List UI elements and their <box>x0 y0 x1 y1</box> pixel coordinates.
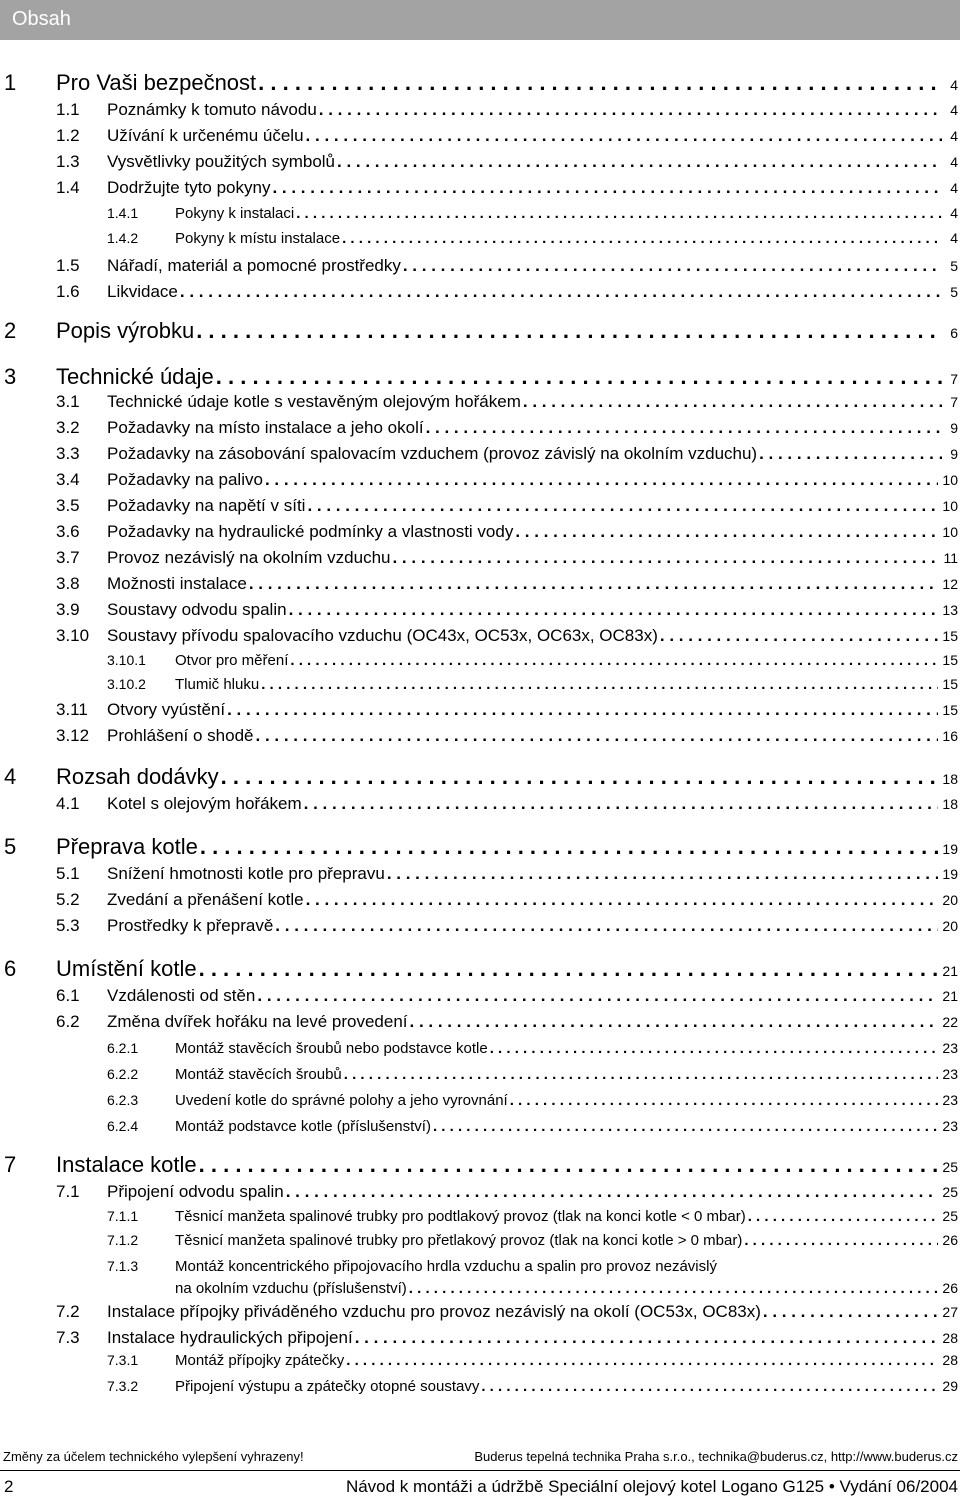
toc-entry-page: 21 <box>942 963 958 979</box>
toc-entry-5-3[interactable] <box>0 916 960 936</box>
toc-entry-number: 3.7 <box>56 548 80 567</box>
toc-entry-page: 4 <box>950 154 958 170</box>
toc-dot-leader <box>387 864 939 884</box>
toc-entry-number: 6.1 <box>56 986 80 1005</box>
toc-entry-page: 18 <box>942 771 958 787</box>
toc-dot-leader <box>180 282 942 302</box>
toc-entry-7-1-3[interactable] <box>0 1258 960 1275</box>
toc-entry-4[interactable] <box>0 764 960 790</box>
toc-entry-3-9[interactable] <box>0 600 960 620</box>
toc-entry-title: Otvor pro měření <box>175 652 289 669</box>
toc-entry-7[interactable] <box>0 1152 960 1178</box>
toc-entry-page: 25 <box>942 1184 958 1200</box>
toc-entry-title: Prohlášení o shodě <box>107 726 254 745</box>
toc-entry-title: Těsnicí manžeta spalinové trubky pro podtlakový provoz (tlak na konci kotle < 0 mbar) <box>175 1208 746 1225</box>
toc-entry-title: Montáž podstavce kotle (příslušenství) <box>175 1118 431 1135</box>
toc-entry-title: Změna dvířek hořáku na levé provedení <box>107 1012 408 1031</box>
toc-entry-number: 3.10.2 <box>107 676 146 692</box>
toc-entry-number: 1.3 <box>56 152 80 171</box>
toc-entry-3-12[interactable] <box>0 726 960 746</box>
toc-dot-leader <box>304 794 939 814</box>
toc-entry-number: 3.2 <box>56 418 80 437</box>
toc-dot-leader <box>433 1118 938 1135</box>
toc-entry-6-1[interactable] <box>0 986 960 1006</box>
toc-entry-number: 3.6 <box>56 522 80 541</box>
toc-dot-leader <box>481 1378 938 1395</box>
toc-entry-5-2[interactable] <box>0 890 960 910</box>
toc-entry-6[interactable] <box>0 956 960 982</box>
toc-entry-title: Kotel s olejovým hořákem <box>107 794 302 813</box>
toc-entry-1[interactable] <box>0 70 960 96</box>
toc-entry-number: 3.9 <box>56 600 80 619</box>
toc-dot-leader <box>256 726 939 746</box>
toc-entry-number: 6.2.4 <box>107 1118 139 1134</box>
toc-entry-title: Připojení výstupu a zpátečky otopné soustavy <box>175 1378 480 1395</box>
toc-entry-page: 23 <box>942 1092 958 1108</box>
toc-entry-title: Umístění kotle <box>56 956 197 981</box>
toc-entry-1-4[interactable] <box>0 178 960 198</box>
toc-entry-title: Soustavy přívodu spalovacího vzduchu (OC43x, OC53x, OC63x, OC83x) <box>107 626 658 645</box>
toc-entry-title: Instalace přípojky přiváděného vzduchu pro provoz nezávislý na okolí (OC53x, OC83x) <box>107 1302 761 1321</box>
toc-entry-page: 19 <box>942 841 958 857</box>
toc-entry-title: Požadavky na místo instalace a jeho okolí <box>107 418 424 437</box>
toc-entry-page: 11 <box>943 550 958 566</box>
toc-entry-page: 10 <box>942 498 958 514</box>
toc-entry-1-5[interactable] <box>0 256 960 276</box>
toc-entry-1-1[interactable] <box>0 100 960 120</box>
toc-entry-1-3[interactable] <box>0 152 960 172</box>
toc-entry-continuation[interactable] <box>0 1280 960 1297</box>
toc-dot-leader <box>199 956 939 982</box>
toc-entry-number: 4.1 <box>56 794 80 813</box>
toc-entry-title: Požadavky na palivo <box>107 470 263 489</box>
toc-entry-page: 28 <box>942 1352 958 1368</box>
toc-entry-title: Pokyny k instalaci <box>175 205 295 222</box>
toc-entry-number: 1.5 <box>56 256 80 275</box>
toc-entry-number: 6.2.2 <box>107 1066 139 1082</box>
toc-entry-3-3[interactable] <box>0 444 960 464</box>
toc-entry-title: Požadavky na hydraulické podmínky a vlastnosti vody <box>107 522 514 541</box>
toc-dot-leader <box>227 700 938 720</box>
toc-entry-number: 5.3 <box>56 916 80 935</box>
toc-entry-number: 7.1.2 <box>107 1232 139 1248</box>
toc-dot-leader <box>660 626 939 646</box>
toc-entry-number: 7.2 <box>56 1302 80 1321</box>
toc-entry-title: Popis výrobku <box>56 318 195 343</box>
toc-entry-title: Tlumič hluku <box>175 676 260 693</box>
toc-entry-page: 5 <box>950 258 958 274</box>
footer-company: Buderus tepelná technika Praha s.r.o., technika@buderus.cz, http://www.buderus.cz <box>474 1449 958 1464</box>
toc-entry-page: 21 <box>942 988 958 1004</box>
toc-entry-page: 15 <box>942 702 958 718</box>
toc-entry-number: 1.4 <box>56 178 80 197</box>
toc-dot-leader <box>410 1012 939 1032</box>
toc-dot-leader <box>337 152 942 172</box>
toc-entry-page: 22 <box>942 1014 958 1030</box>
toc-entry-number: 1.1 <box>56 100 80 119</box>
toc-dot-leader <box>296 205 942 222</box>
toc-entry-number: 3.10.1 <box>107 652 146 668</box>
toc-entry-number: 7.3 <box>56 1328 80 1347</box>
toc-entry-page: 19 <box>942 866 958 882</box>
toc-entry-page: 12 <box>942 576 958 592</box>
toc-entry-number: 7.3.1 <box>107 1352 139 1368</box>
toc-entry-title: Technické údaje <box>56 364 214 389</box>
toc-dot-leader <box>216 364 942 390</box>
footer-page-number: 2 <box>4 1477 14 1496</box>
toc-entry-title: Užívání k určenému účelu <box>107 126 304 145</box>
toc-entry-title: Zvedání a přenášení kotle <box>107 890 304 909</box>
toc-entry-number: 7.1 <box>56 1182 80 1201</box>
toc-entry-3[interactable] <box>0 364 960 390</box>
toc-entry-page: 25 <box>942 1159 958 1175</box>
toc-entry-number: 3.3 <box>56 444 80 463</box>
toc-entry-page: 4 <box>950 128 958 144</box>
toc-entry-title: Technické údaje kotle s vestavěným olejovým hořákem <box>107 392 521 411</box>
toc-dot-leader <box>748 1208 939 1225</box>
toc-dot-leader <box>275 916 938 936</box>
toc-entry-number: 4 <box>4 764 17 789</box>
toc-entry-page: 4 <box>950 230 958 246</box>
toc-dot-leader <box>759 444 942 464</box>
toc-entry-title: Montáž přípojky zpátečky <box>175 1352 345 1369</box>
toc-entry-title: Soustavy odvodu spalin <box>107 600 287 619</box>
toc-dot-leader <box>199 1152 939 1178</box>
toc-entry-title: Uvedení kotle do správné polohy a jeho vyrovnání <box>175 1092 508 1109</box>
toc-entry-3-6[interactable] <box>0 522 960 542</box>
toc-entry-page: 27 <box>942 1304 958 1320</box>
toc-entry-page: 9 <box>950 420 958 436</box>
toc-entry-6-2-3[interactable] <box>0 1092 960 1109</box>
toc-entry-title: Vzdálenosti od stěn <box>107 986 256 1005</box>
toc-entry-page: 20 <box>942 892 958 908</box>
toc-entry-number: 1.4.2 <box>107 230 139 246</box>
toc-entry-7-3-1[interactable] <box>0 1352 960 1369</box>
toc-entry-title: Dodržujte tyto pokyny <box>107 178 271 197</box>
toc-dot-leader <box>523 392 942 412</box>
toc-entry-2[interactable] <box>0 318 960 344</box>
toc-entry-title: Montáž stavěcích šroubů nebo podstavce kotle <box>175 1040 488 1057</box>
toc-entry-1-4-2[interactable] <box>0 230 960 247</box>
toc-entry-title: Přeprava kotle <box>56 834 198 859</box>
toc-entry-number: 1.4.1 <box>107 205 139 221</box>
toc-entry-title: Možnosti instalace <box>107 574 247 593</box>
toc-dot-leader <box>763 1302 939 1322</box>
footer-divider <box>0 1470 960 1471</box>
toc-entry-title: Otvory vyústění <box>107 700 226 719</box>
toc-dot-leader <box>392 548 939 568</box>
toc-entry-page: 23 <box>942 1066 958 1082</box>
toc-entry-title: Montáž stavěcích šroubů <box>175 1066 342 1083</box>
toc-entry-number: 7.3.2 <box>107 1378 139 1394</box>
toc-entry-title: na okolním vzduchu (příslušenství) <box>175 1280 407 1297</box>
toc-entry-number: 6.2 <box>56 1012 80 1031</box>
toc-entry-7-3[interactable] <box>0 1328 960 1348</box>
toc-entry-page: 9 <box>950 446 958 462</box>
toc-entry-title: Rozsah dodávky <box>56 764 219 789</box>
toc-entry-title: Provoz nezávislý na okolním vzduchu <box>107 548 391 567</box>
toc-dot-leader <box>307 496 938 516</box>
toc-entry-5[interactable] <box>0 834 960 860</box>
toc-entry-1-2[interactable] <box>0 126 960 146</box>
toc-entry-number: 5.1 <box>56 864 80 883</box>
toc-entry-3-7[interactable] <box>0 548 960 568</box>
toc-entry-title: Vysvětlivky použitých symbolů <box>107 152 336 171</box>
toc-dot-leader <box>306 890 939 910</box>
toc-dot-leader <box>286 1182 939 1202</box>
toc-entry-page: 4 <box>950 77 958 93</box>
toc-entry-title: Těsnicí manžeta spalinové trubky pro přetlakový provoz (tlak na konci kotle > 0 mbar) <box>175 1232 743 1249</box>
toc-entry-number: 3 <box>4 364 17 389</box>
toc-dot-leader <box>744 1232 938 1249</box>
toc-entry-3-5[interactable] <box>0 496 960 516</box>
section-header-bar <box>0 0 960 40</box>
toc-entry-title: Montáž koncentrického připojovacího hrdla vzduchu a spalin pro provoz nezávislý <box>175 1258 717 1275</box>
toc-entry-number: 7.1.3 <box>107 1258 139 1274</box>
toc-entry-7-2[interactable] <box>0 1302 960 1322</box>
toc-dot-leader <box>290 652 938 669</box>
toc-dot-leader <box>409 1280 939 1297</box>
toc-dot-leader <box>257 986 938 1006</box>
toc-entry-3-1[interactable] <box>0 392 960 412</box>
toc-entry-page: 23 <box>942 1040 958 1056</box>
toc-entry-3-2[interactable] <box>0 418 960 438</box>
toc-dot-leader <box>515 522 938 542</box>
toc-dot-leader <box>196 318 942 344</box>
toc-entry-page: 4 <box>950 102 958 118</box>
section-title: Obsah <box>12 8 71 30</box>
toc-dot-leader <box>221 764 939 790</box>
toc-entry-title: Požadavky na zásobování spalovacím vzduchem (provoz závislý na okolním vzduchu) <box>107 444 758 463</box>
toc-entry-7-1[interactable] <box>0 1182 960 1202</box>
toc-dot-leader <box>510 1092 939 1109</box>
toc-entry-6-2-4[interactable] <box>0 1118 960 1135</box>
toc-entry-number: 3.11 <box>56 700 88 719</box>
toc-entry-number: 1.6 <box>56 282 80 301</box>
toc-entry-number: 1 <box>4 70 17 95</box>
toc-dot-leader <box>342 230 942 247</box>
toc-entry-number: 2 <box>4 318 17 343</box>
toc-entry-3-11[interactable] <box>0 700 960 720</box>
toc-entry-number: 3.12 <box>56 726 90 745</box>
toc-entry-7-1-2[interactable] <box>0 1232 960 1249</box>
toc-entry-number: 3.10 <box>56 626 90 645</box>
toc-entry-1-4-1[interactable] <box>0 205 960 222</box>
toc-entry-page: 20 <box>942 918 958 934</box>
toc-entry-page: 4 <box>950 205 958 221</box>
toc-entry-number: 3.8 <box>56 574 80 593</box>
toc-entry-title: Pokyny k místu instalace <box>175 230 341 247</box>
toc-entry-number: 7 <box>4 1152 17 1177</box>
toc-entry-number: 6.2.1 <box>107 1040 139 1056</box>
toc-entry-title: Likvidace <box>107 282 178 301</box>
toc-entry-1-6[interactable] <box>0 282 960 302</box>
toc-entry-page: 23 <box>942 1118 958 1134</box>
toc-entry-title: Instalace kotle <box>56 1152 197 1177</box>
toc-dot-leader <box>249 574 939 594</box>
toc-entry-number: 3.5 <box>56 496 80 515</box>
toc-entry-7-1-1[interactable] <box>0 1208 960 1225</box>
toc-entry-number: 6 <box>4 956 17 981</box>
toc-entry-title: Nářadí, materiál a pomocné prostředky <box>107 256 401 275</box>
toc-entry-number: 7.1.1 <box>107 1208 139 1224</box>
toc-entry-page: 6 <box>950 325 958 341</box>
toc-entry-page: 10 <box>942 524 958 540</box>
toc-dot-leader <box>289 600 939 620</box>
toc-entry-title: Snížení hmotnosti kotle pro přepravu <box>107 864 385 883</box>
toc-dot-leader <box>200 834 939 860</box>
toc-entry-4-1[interactable] <box>0 794 960 814</box>
footer-document-title: Návod k montáži a údržbě Speciální olejový kotel Logano G125 • Vydání 06/2004 <box>345 1477 958 1496</box>
toc-entry-number: 3.4 <box>56 470 80 489</box>
toc-dot-leader <box>261 676 938 693</box>
toc-entry-page: 29 <box>942 1378 958 1394</box>
toc-entry-page: 26 <box>942 1280 958 1296</box>
toc-entry-number: 5.2 <box>56 890 80 909</box>
toc-entry-3-8[interactable] <box>0 574 960 594</box>
toc-dot-leader <box>346 1352 938 1369</box>
toc-entry-6-2[interactable] <box>0 1012 960 1032</box>
toc-dot-leader <box>272 178 942 198</box>
toc-dot-leader <box>258 70 942 96</box>
toc-dot-leader <box>265 470 938 490</box>
toc-dot-leader <box>344 1066 939 1083</box>
toc-entry-page: 13 <box>942 602 958 618</box>
toc-entry-number: 1.2 <box>56 126 80 145</box>
toc-entry-7-3-2[interactable] <box>0 1378 960 1395</box>
toc-entry-3-10-1[interactable] <box>0 652 960 669</box>
toc-entry-page: 7 <box>950 394 958 410</box>
toc-dot-leader <box>319 100 942 120</box>
toc-entry-5-1[interactable] <box>0 864 960 884</box>
toc-entry-page: 16 <box>942 728 958 744</box>
footer-notice: Změny za účelem technického vylepšení vyhrazeny! <box>3 1449 304 1464</box>
toc-dot-leader <box>355 1328 939 1348</box>
toc-entry-3-10[interactable] <box>0 626 960 646</box>
toc-dot-leader <box>490 1040 939 1057</box>
toc-entry-3-10-2[interactable] <box>0 676 960 693</box>
toc-dot-leader <box>403 256 942 276</box>
toc-entry-page: 7 <box>950 371 958 387</box>
toc-entry-page: 4 <box>950 180 958 196</box>
toc-entry-page: 15 <box>942 652 958 668</box>
toc-entry-number: 3.1 <box>56 392 80 411</box>
toc-entry-title: Prostředky k přepravě <box>107 916 274 935</box>
toc-dot-leader <box>306 126 942 146</box>
toc-entry-6-2-1[interactable] <box>0 1040 960 1057</box>
toc-entry-page: 15 <box>942 628 958 644</box>
toc-entry-page: 18 <box>942 796 958 812</box>
toc-entry-number: 6.2.3 <box>107 1092 139 1108</box>
toc-entry-6-2-2[interactable] <box>0 1066 960 1083</box>
toc-entry-title: Připojení odvodu spalin <box>107 1182 284 1201</box>
toc-entry-page: 28 <box>942 1330 958 1346</box>
toc-entry-title: Pro Vaši bezpečnost <box>56 70 257 95</box>
toc-entry-number: 5 <box>4 834 17 859</box>
toc-entry-page: 5 <box>950 284 958 300</box>
toc-dot-leader <box>426 418 942 438</box>
toc-entry-3-4[interactable] <box>0 470 960 490</box>
toc-entry-title: Poznámky k tomuto návodu <box>107 100 317 119</box>
toc-entry-title: Požadavky na napětí v síti <box>107 496 306 515</box>
toc-entry-page: 26 <box>942 1232 958 1248</box>
toc-entry-page: 25 <box>942 1208 958 1224</box>
toc-entry-page: 10 <box>942 472 958 488</box>
toc-entry-title: Instalace hydraulických připojení <box>107 1328 353 1347</box>
toc-entry-page: 15 <box>942 676 958 692</box>
